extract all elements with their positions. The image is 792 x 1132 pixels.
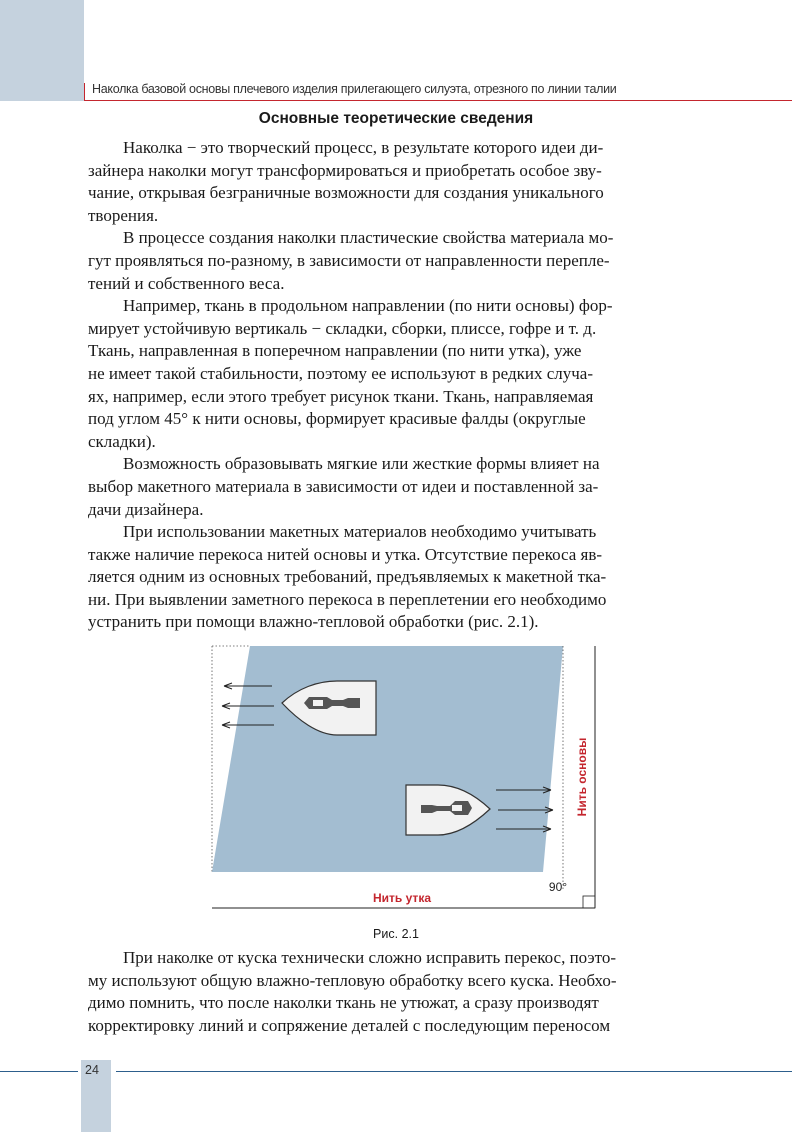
text-line: Возможность образовывать мягкие или жесткие формы влияет на	[123, 454, 600, 474]
paragraph	[88, 227, 715, 295]
sidebar-block-top	[0, 0, 84, 101]
text-line: устранить при помощи влажно-тепловой обработки (рис. 2.1).	[88, 612, 539, 632]
text-line: чание, открывая безграничные возможности для создания уникального	[88, 183, 604, 203]
section-title: Основные теоретические сведения	[258, 110, 534, 127]
text-line: Наколка − это творческий процесс, в результате которого идеи ди-	[123, 138, 604, 157]
text-line: под углом 45° к нити основы, формирует красивые фалды (округлые	[88, 409, 586, 429]
text-line: димо помнить, что после наколки ткань не утюжат, а сразу производят	[88, 993, 599, 1013]
body-text-bottom	[88, 947, 715, 1037]
figure-caption: Рис. 2.1	[373, 927, 419, 941]
paragraph	[88, 295, 715, 453]
figure-ironing-diagram	[206, 640, 598, 912]
running-header: Наколка базовой основы плечевого изделия прилегающего силуэта, отрезного по линии талии	[92, 82, 617, 96]
text-line: гут проявляться по-разному, в зависимости от направленности перепле-	[88, 250, 610, 270]
text-line: творения.	[88, 205, 159, 225]
body-text-top	[88, 137, 715, 634]
text-line: му используют общую влажно-тепловую обработку всего куска. Необхо-	[88, 970, 617, 990]
text-line: складки).	[88, 431, 156, 451]
text-line: дачи дизайнера.	[88, 499, 204, 519]
text-line: ни. При выявлении заметного перекоса в переплетении его необходимо	[88, 589, 607, 609]
text-line: ляется одним из основных требований, предъявляемых к макетной тка-	[88, 567, 607, 587]
text-line: тений и собственного веса.	[88, 273, 285, 293]
text-line: При использовании макетных материалов необходимо учитывать	[123, 522, 597, 542]
text-line: не имеет такой стабильности, поэтому ее используют в редких случа-	[88, 363, 593, 383]
text-line: Ткань, направленная в поперечном направлении (по нити утка), уже	[88, 341, 582, 361]
footer-rule-left	[0, 1071, 78, 1072]
text-line: выбор макетного материала в зависимости от идеи и поставленной за-	[88, 476, 599, 496]
text-line: корректировку линий и сопряжение деталей с последующим переносом	[88, 1015, 611, 1035]
text-line: В процессе создания наколки пластические свойства материала мо-	[123, 228, 614, 248]
text-line: также наличие перекоса нитей основы и утка. Отсутствие перекоса яв-	[88, 544, 603, 564]
right-angle-marker	[583, 896, 595, 908]
page-number: 24	[85, 1063, 99, 1077]
text-line: мирует устойчивую вертикаль − складки, сборки, плиссе, гофре и т. д.	[88, 318, 597, 338]
fabric-shape	[212, 646, 563, 872]
warp-thread-label: Нить основы	[575, 737, 589, 817]
paragraph	[88, 137, 715, 227]
text-line: зайнера наколки могут трансформироваться и приобретать особое зву-	[88, 160, 602, 180]
footer-rule-right	[116, 1071, 792, 1072]
weft-thread-label: Нить утка	[372, 891, 432, 905]
text-line: При наколке от куска технически сложно исправить перекос, поэто-	[123, 948, 617, 967]
angle-label: 90°	[548, 880, 568, 894]
text-line: Например, ткань в продольном направлении (по нити основы) фор-	[123, 296, 613, 316]
paragraph	[88, 453, 715, 521]
paragraph	[88, 947, 715, 1037]
paragraph	[88, 521, 715, 634]
text-line: ях, например, если этого требует рисунок ткани. Ткань, направляемая	[88, 386, 594, 406]
